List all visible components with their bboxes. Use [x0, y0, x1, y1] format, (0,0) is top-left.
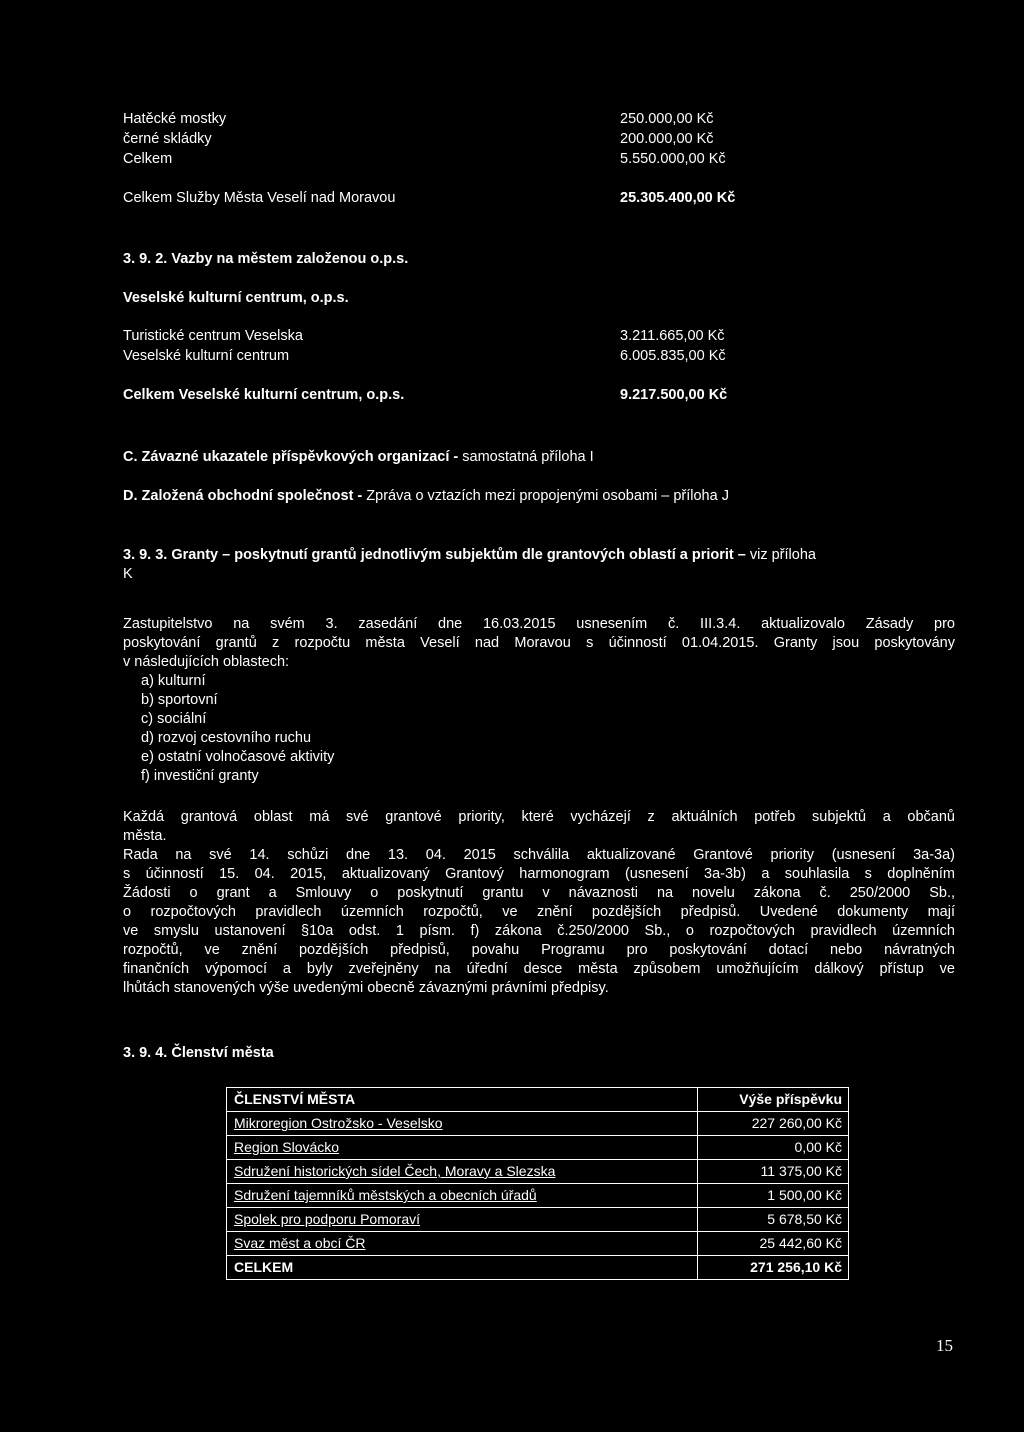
grants-intro-line-0: Zastupitelstvo na svém 3. zasedání dne 16.03.2015 usnesením č. III.3.4. aktualizovalo Zásady pro — [123, 616, 955, 632]
vkc-total-label: Celkem Veselské kulturní centrum, o.p.s. — [123, 387, 405, 403]
section-d-bold: D. Založená obchodní společnost - — [123, 488, 363, 504]
grant-area-b: b) sportovní — [141, 692, 218, 708]
grant-area-c: c) sociální — [141, 711, 207, 727]
vkc-total-amount: 9.217.500,00 Kč — [620, 387, 728, 403]
table-row — [227, 1160, 849, 1184]
grants-paragraph-line-4: Žádosti o grant a Smlouvy o poskytnutí grantu v návaznosti na novelu zákona č. 250/2000 Sb., — [123, 885, 955, 901]
section-393-heading-bold: 3. 9. 3. Granty – poskytnutí grantů jednotlivým subjektům dle grantových oblastí a priorit – — [123, 547, 746, 563]
membership-row-amount: 25 442,60 Kč — [698, 1232, 849, 1256]
section-393-heading-normal: viz příloha — [745, 547, 816, 563]
top-item-0-amount: 250.000,00 Kč — [620, 111, 714, 127]
page-number: 15 — [936, 1336, 953, 1355]
section-392-heading: 3. 9. 2. Vazby na městem založenou o.p.s. — [123, 251, 409, 267]
membership-total-amount: 271 256,10 Kč — [698, 1256, 849, 1280]
membership-row-name: Sdružení historických sídel Čech, Moravy a Slezska — [227, 1160, 698, 1184]
table-row — [227, 1136, 849, 1160]
vkc-item-0-amount: 3.211.665,00 Kč — [620, 328, 725, 344]
table-row — [227, 1112, 849, 1136]
grants-paragraph-line-6: ve smyslu ustanovení §10a odst. 1 písm. f) zákona č.250/2000 Sb., o rozpočtových pravidlech územních — [123, 923, 955, 939]
top-total-amount: 25.305.400,00 Kč — [620, 190, 736, 206]
section-394-heading: 3. 9. 4. Členství města — [123, 1045, 274, 1061]
vkc-item-1-amount: 6.005.835,00 Kč — [620, 348, 726, 364]
section-d-normal: Zpráva o vztazích mezi propojenými osobami – příloha J — [362, 488, 729, 504]
section-c-line — [123, 448, 594, 467]
membership-row-amount: 11 375,00 Kč — [698, 1160, 849, 1184]
table-row — [227, 1208, 849, 1232]
top-total-label: Celkem Služby Města Veselí nad Moravou — [123, 190, 396, 206]
vkc-item-0-label: Turistické centrum Veselska — [123, 328, 303, 344]
grants-paragraph-line-2: Rada na své 14. schůzi dne 13. 04. 2015 schválila aktualizované Grantové priority (usnesení 3a-3a) — [123, 847, 955, 863]
section-393-heading-line2: K — [123, 566, 133, 582]
grants-intro-line-2: v následujících oblastech: — [123, 654, 290, 670]
top-item-1-label: černé skládky — [123, 131, 212, 147]
section-c-bold: C. Závazné ukazatele příspěvkových organizací - — [123, 449, 459, 465]
membership-row-name: Mikroregion Ostrožsko - Veselsko — [227, 1112, 698, 1136]
membership-row-name: Sdružení tajemníků městských a obecních úřadů — [227, 1184, 698, 1208]
grant-area-d: d) rozvoj cestovního ruchu — [141, 730, 312, 746]
vkc-item-1-label: Veselské kulturní centrum — [123, 348, 290, 364]
membership-table-header — [227, 1088, 849, 1112]
grants-intro — [123, 615, 955, 672]
table-row — [227, 1232, 849, 1256]
grants-paragraph-line-3: s účinností 15. 04. 2015, aktualizovaný Grantový harmonogram (usnesení 3a-3b) a souhlasila s doplněním — [123, 866, 955, 882]
section-d-line — [123, 487, 729, 506]
grants-paragraph-line-5: o rozpočtových pravidlech územních rozpočtů, ve znění pozdějších předpisů. Uvedené dokumenty mají — [123, 904, 955, 920]
section-392-subheading: Veselské kulturní centrum, o.p.s. — [123, 290, 349, 306]
section-c-normal: samostatná příloha I — [458, 449, 594, 465]
membership-row-name: Spolek pro podporu Pomoraví — [227, 1208, 698, 1232]
membership-row-amount: 0,00 Kč — [698, 1136, 849, 1160]
top-item-2-label: Celkem — [123, 151, 173, 167]
grants-intro-line-1: poskytování grantů z rozpočtu města Veselí nad Moravou s účinností 01.04.2015. Granty jsou poskytovány — [123, 635, 955, 651]
membership-table-total — [227, 1256, 849, 1280]
membership-total-name: CELKEM — [227, 1256, 698, 1280]
grants-paragraph-line-8: finančních výpomocí a byly zveřejněny na úřední desce města způsobem umožňujícím dálkový přístup ve — [123, 961, 955, 977]
membership-table — [226, 1087, 849, 1280]
table-row — [227, 1184, 849, 1208]
section-393-heading — [123, 546, 816, 565]
grant-area-e: e) ostatní volnočasové aktivity — [141, 749, 335, 765]
grants-paragraph-line-9: lhůtách stanovených výše uvedenými obecně závaznými právními předpisy. — [123, 980, 609, 996]
grant-area-a: a) kulturní — [141, 673, 206, 689]
top-item-0-label: Hatěcké mostky — [123, 111, 227, 127]
grants-paragraph-line-7: rozpočtů, ve znění pozdějších předpisů, povahu Programu pro poskytování dotací nebo návratných — [123, 942, 955, 958]
membership-header-amount: Výše příspěvku — [698, 1088, 849, 1112]
membership-row-name: Svaz měst a obcí ČR — [227, 1232, 698, 1256]
membership-row-amount: 227 260,00 Kč — [698, 1112, 849, 1136]
membership-row-amount: 1 500,00 Kč — [698, 1184, 849, 1208]
grant-areas-list — [141, 672, 334, 786]
grant-area-f: f) investiční granty — [141, 768, 259, 784]
grants-paragraph-line-0: Každá grantová oblast má své grantové priority, které vycházejí z aktuálních potřeb subjektů a občanů — [123, 809, 955, 825]
grants-paragraph-line-1: města. — [123, 828, 167, 844]
membership-row-amount: 5 678,50 Kč — [698, 1208, 849, 1232]
top-item-1-amount: 200.000,00 Kč — [620, 131, 714, 147]
membership-header-name: ČLENSTVÍ MĚSTA — [227, 1088, 698, 1112]
top-item-2-amount: 5.550.000,00 Kč — [620, 151, 726, 167]
membership-row-name: Region Slovácko — [227, 1136, 698, 1160]
grants-paragraph — [123, 808, 955, 998]
